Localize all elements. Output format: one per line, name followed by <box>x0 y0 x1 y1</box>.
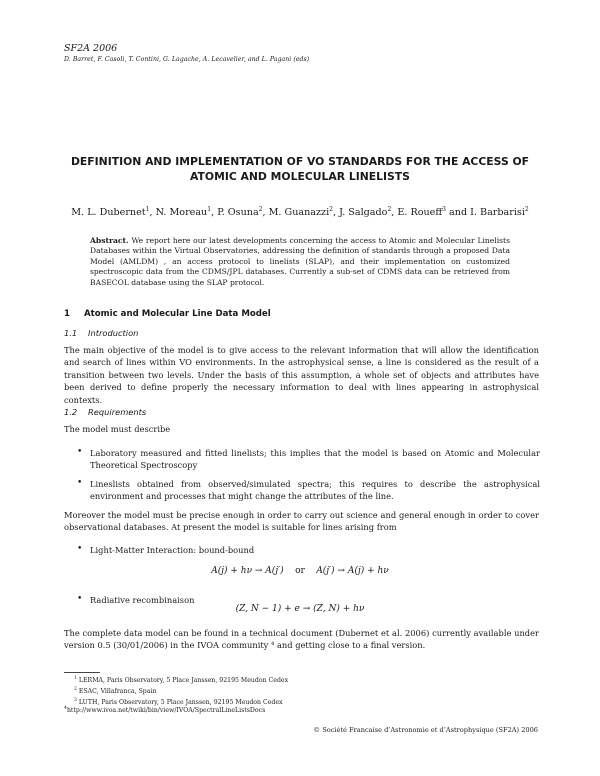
equation-recombination: (Z, N − 1) + e → (Z, N) + hν <box>235 604 365 614</box>
footnote: $^2$ ESAC, Villafranca, Spain <box>74 687 157 696</box>
closing-paragraph: The complete data model can be found in a technical document (Dubernet et al. 2006) currently available under version 0.5 (30/01/2006) in the IVOA community ⁴ and getting close to a final version. <box>64 628 539 651</box>
footnote: $^3$ LUTH, Paris Observatory, 5 Place Janssen, 92195 Meudon Cedex <box>74 698 283 707</box>
bullet-icon: • <box>77 594 83 604</box>
section-heading: 1 Atomic and Molecular Line Data Model <box>64 309 271 319</box>
author: N. Moreau$^1$ <box>155 206 212 219</box>
list-item: Radiative recombinaison <box>90 595 195 605</box>
subsection-heading-requirements: 1.2 Requirements <box>64 407 147 417</box>
list-item: Light-Matter Interaction: bound-bound <box>90 545 255 555</box>
journal-header: SF2A 2006 <box>64 43 118 54</box>
author: I. Barbarisi$^2$ <box>470 206 529 219</box>
author: M. L. Dubernet$^1$ <box>71 206 150 219</box>
abstract-label: Abstract. <box>90 236 129 245</box>
footnote: $^1$ LERMA, Paris Observatory, 5 Place Janssen, 92195 Meudon Cedex <box>74 676 289 685</box>
footnote: $^4$http://www.ivoa.net/twiki/bin/view/IVOA/SpectralLineListsDocs <box>64 706 266 715</box>
list-item: Lineslists obtained from observed/simulated spectra; this requires to describe the astrophysical environment and processes that might change the attributes of the line. <box>90 479 540 502</box>
bullet-icon: • <box>77 478 83 488</box>
footnote-divider <box>64 672 100 673</box>
copyright-notice: © Société Francaise d’Astronomie et d’Astrophysique (SF2A) 2006 <box>313 726 538 734</box>
paper-title-line-2: ATOMIC AND MOLECULAR LINELISTS <box>190 170 410 183</box>
precision-paragraph: Moreover the model must be precise enough in order to carry out science and general enough in order to cover observational databases. At present the model is suitable for lines arising from <box>64 510 539 533</box>
list-item: Laboratory measured and fitted linelists; this implies that the model is based on Atomic and Molecular Theoretical Spectroscopy <box>90 448 540 471</box>
author: P. Osuna$^2$ <box>217 206 263 219</box>
author-list: M. L. Dubernet$^1$, N. Moreau$^1$, P. Osuna$^2$, M. Guanazzi$^2$, J. Salgado$^2$, E. Roueff$^3$ and I. Barbarisi$^2$ <box>71 206 529 219</box>
author: J. Salgado$^2$ <box>339 206 392 219</box>
paper-title-line-1: DEFINITION AND IMPLEMENTATION OF VO STANDARDS FOR THE ACCESS OF <box>70 155 530 168</box>
abstract-text: We report here our latest developments concerning the access to Atomic and Molecular Linelists Databases within the Virtual Observatories, addressing the definition of standards through a proposed Data Model (AMLDM) , an access protocol to linelists (SLAP), and their implementation on customized spectroscopic data from the CDMS/JPL databases. Currently a sub-set of CDMS data can be retrieved from BASECOL database using the SLAP protocol. <box>90 236 510 287</box>
editors-line: D. Barret, F. Casoli, T. Contini, G. Lagache, A. Lecavelier, and L. Pagani (eds) <box>64 56 310 63</box>
subsection-heading-introduction: 1.1 Introduction <box>64 328 139 338</box>
introduction-paragraph: The main objective of the model is to give access to the relevant information that will allow the identification and search of lines within VO environments. In the astrophysical sense, a line is considered as the result of a transition between two levels. Under the basis of this assumption, a whole set of objects and attributes have been derived to define properly the necessary information to deal with lines appearing in astrophysical contexts. <box>64 345 539 405</box>
requirements-intro: The model must describe <box>64 424 171 434</box>
author: E. Roueff$^3$ <box>397 206 446 219</box>
author: M. Guanazzi$^2$ <box>268 206 333 219</box>
bullet-icon: • <box>77 544 83 554</box>
abstract <box>90 236 510 288</box>
bullet-icon: • <box>77 447 83 457</box>
equation-bound-bound: A(j) + hν → A(j′) or A(j′) → A(j) + hν <box>211 566 389 576</box>
